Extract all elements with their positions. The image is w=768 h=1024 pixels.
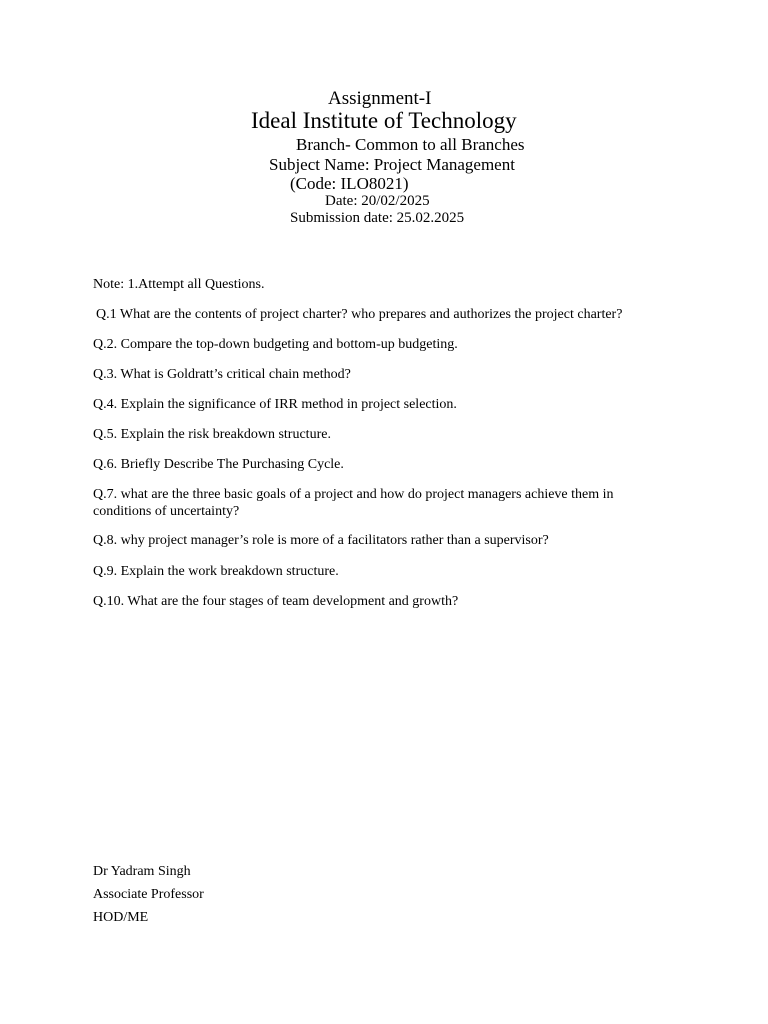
submission-date: Submission date: 25.02.2025 <box>290 210 465 226</box>
branch-line: Branch- Common to all Branches <box>296 135 525 154</box>
question-9: Q.9. Explain the work breakdown structure. <box>93 564 339 579</box>
question-7: Q.7. what are the three basic goals of a project and how do project managers achieve them in conditions of uncertainty? <box>93 487 614 519</box>
signatory-department: HOD/ME <box>93 910 149 925</box>
question-2: Q.2. Compare the top-down budgeting and bottom-up budgeting. <box>93 337 458 352</box>
question-10: Q.10. What are the four stages of team development and growth? <box>93 594 459 609</box>
question-6: Q.6. Briefly Describe The Purchasing Cycle. <box>93 457 344 472</box>
question-4: Q.4. Explain the significance of IRR method in project selection. <box>93 397 457 412</box>
assignment-title: Assignment-I <box>328 88 432 109</box>
issue-date: Date: 20/02/2025 <box>325 193 430 209</box>
question-5: Q.5. Explain the risk breakdown structure. <box>93 427 331 442</box>
signatory-name: Dr Yadram Singh <box>93 864 191 879</box>
institute-name: Ideal Institute of Technology <box>251 108 517 133</box>
question-3: Q.3. What is Goldratt’s critical chain method? <box>93 367 351 382</box>
question-8: Q.8. why project manager’s role is more of a facilitators rather than a supervisor? <box>93 533 549 548</box>
instructions-note: Note: 1.Attempt all Questions. <box>93 277 265 292</box>
subject-code: (Code: ILO8021) <box>290 174 409 193</box>
subject-name: Subject Name: Project Management <box>269 155 515 174</box>
question-1: Q.1 What are the contents of project charter? who prepares and authorizes the project charter? <box>96 307 623 322</box>
signatory-title: Associate Professor <box>93 887 204 902</box>
